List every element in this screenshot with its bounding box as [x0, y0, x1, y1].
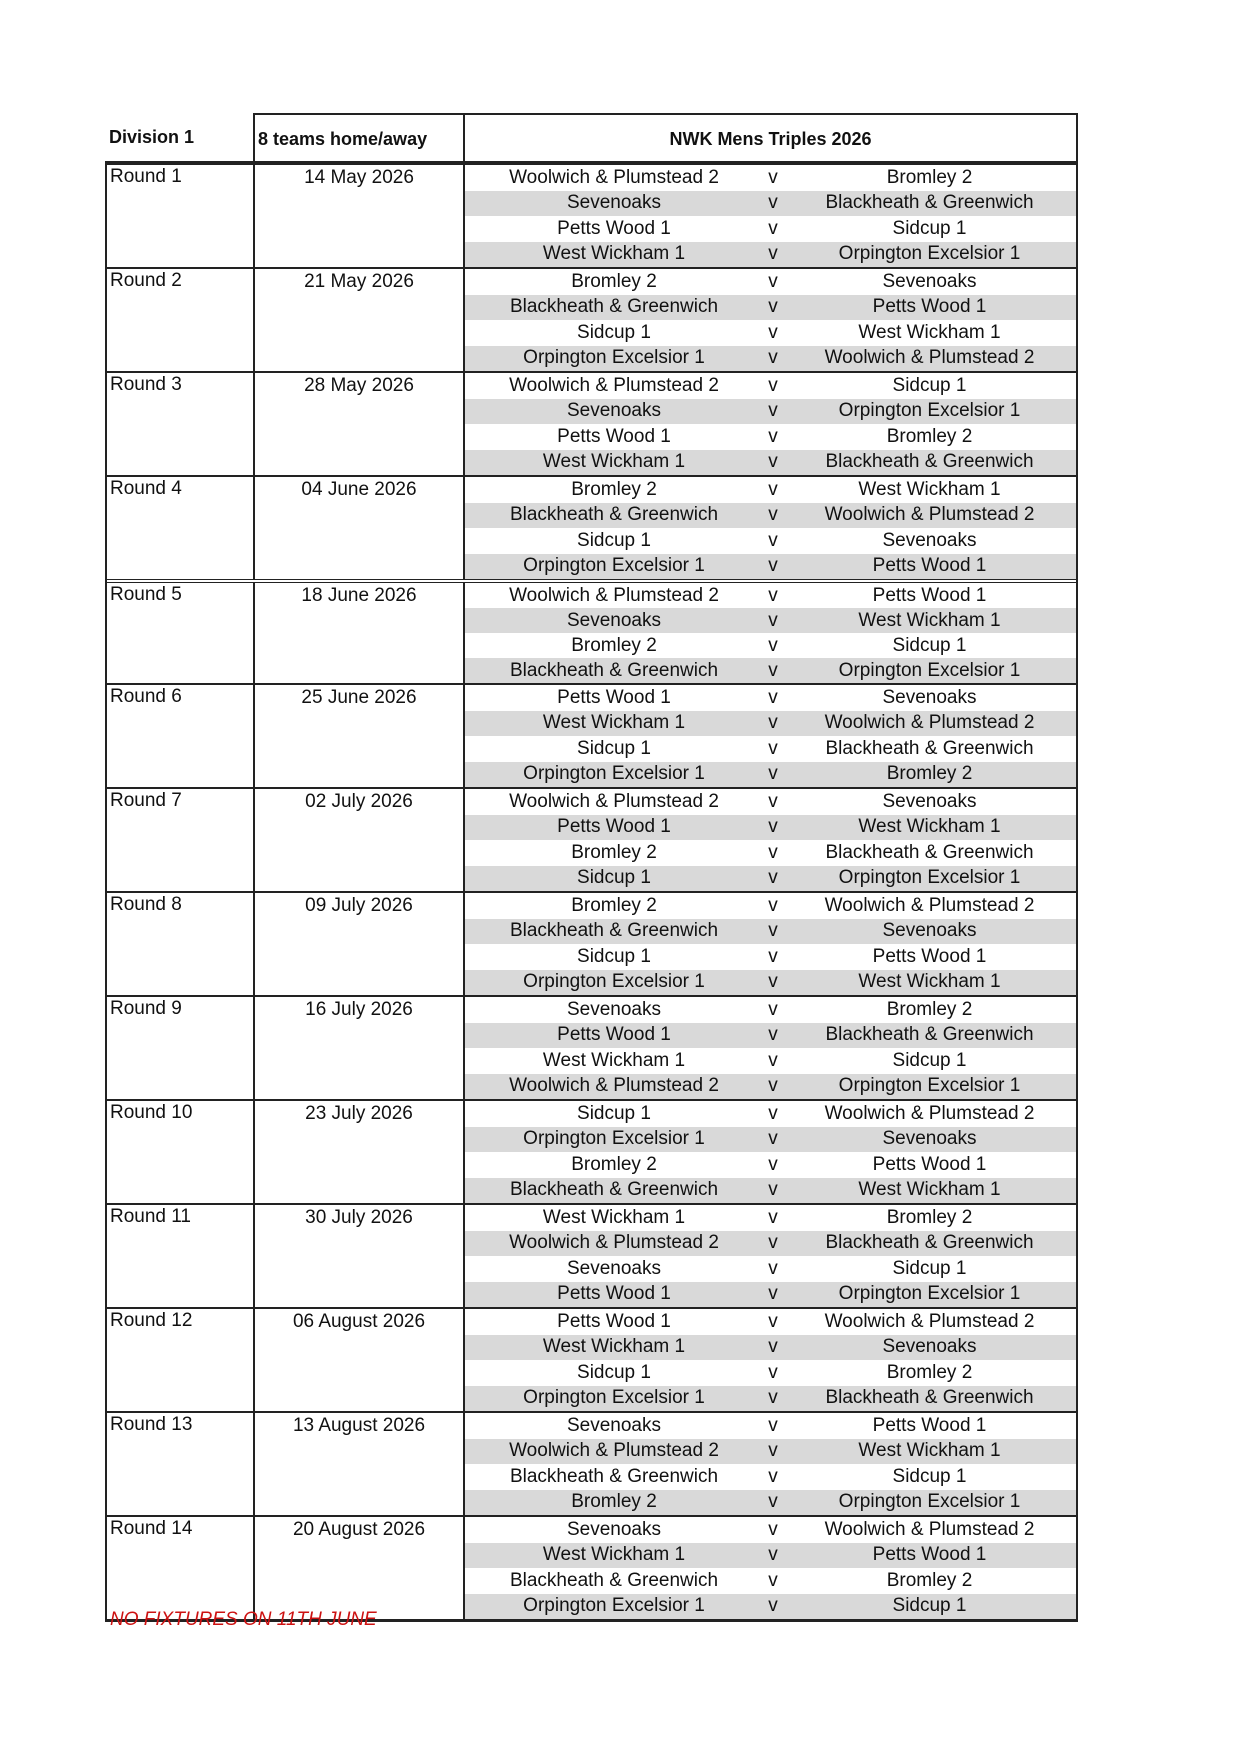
match-row — [465, 1023, 1076, 1049]
match-row — [465, 477, 1076, 503]
home-team: Blackheath & Greenwich — [509, 296, 719, 318]
versus-label: v — [768, 400, 778, 422]
round-date: 13 August 2026 — [255, 1413, 465, 1515]
versus-label: v — [768, 555, 778, 577]
versus-label: v — [768, 296, 778, 318]
match-row — [465, 736, 1076, 762]
away-team: Petts Wood 1 — [872, 945, 987, 967]
away-team: Sidcup 1 — [892, 1595, 967, 1617]
match-row — [465, 685, 1076, 711]
versus-label: v — [768, 945, 778, 967]
home-team: Blackheath & Greenwich — [509, 504, 719, 526]
home-team: Sevenoaks — [566, 1518, 661, 1540]
versus-label: v — [768, 192, 778, 214]
versus-label: v — [768, 1075, 778, 1097]
away-team: Petts Wood 1 — [872, 1153, 987, 1175]
match-row — [465, 608, 1076, 633]
versus-label: v — [768, 1153, 778, 1175]
match-row — [465, 191, 1076, 217]
division-label: Division 1 — [109, 127, 195, 147]
home-team: Blackheath & Greenwich — [509, 1569, 719, 1591]
round-block — [107, 1307, 1076, 1411]
home-team: Orpington Excelsior 1 — [523, 555, 705, 577]
home-team: Woolwich & Plumstead 2 — [509, 584, 719, 606]
away-team: Blackheath & Greenwich — [825, 1232, 1034, 1254]
match-row — [465, 373, 1076, 399]
versus-label: v — [768, 1361, 778, 1383]
round-block — [107, 1099, 1076, 1203]
versus-label: v — [768, 1595, 778, 1617]
home-team: Orpington Excelsior 1 — [523, 1595, 705, 1617]
match-row — [465, 1256, 1076, 1282]
away-team: Petts Wood 1 — [872, 296, 987, 318]
away-team: Blackheath & Greenwich — [825, 1387, 1034, 1409]
match-row — [465, 711, 1076, 737]
round-name: Round 8 — [107, 893, 255, 995]
versus-label: v — [768, 763, 778, 785]
round-date: 30 July 2026 — [255, 1205, 465, 1307]
versus-label: v — [768, 686, 778, 708]
fixtures-table — [105, 161, 1078, 1622]
match-list — [465, 789, 1076, 891]
versus-label: v — [768, 1257, 778, 1279]
match-row — [465, 1568, 1076, 1594]
match-list — [465, 165, 1076, 267]
home-team: West Wickham 1 — [542, 712, 686, 734]
versus-label: v — [768, 790, 778, 812]
away-team: Woolwich & Plumstead 2 — [824, 712, 1035, 734]
versus-label: v — [768, 1440, 778, 1462]
versus-label: v — [768, 1179, 778, 1201]
versus-label: v — [768, 1518, 778, 1540]
match-row — [465, 1127, 1076, 1153]
match-row — [465, 789, 1076, 815]
versus-label: v — [768, 1336, 778, 1358]
round-date: 06 August 2026 — [255, 1309, 465, 1411]
away-team: Petts Wood 1 — [872, 1414, 987, 1436]
versus-label: v — [768, 1414, 778, 1436]
match-list — [465, 1413, 1076, 1515]
versus-label: v — [768, 243, 778, 265]
away-team: Bromley 2 — [886, 166, 973, 188]
match-row — [465, 1594, 1076, 1620]
home-team: Sevenoaks — [566, 609, 661, 631]
round-date: 21 May 2026 — [255, 269, 465, 371]
away-team: Bromley 2 — [886, 763, 973, 785]
match-row — [465, 346, 1076, 372]
round-block — [107, 1411, 1076, 1515]
match-row — [465, 1048, 1076, 1074]
versus-label: v — [768, 634, 778, 656]
round-name: Round 7 — [107, 789, 255, 891]
match-row — [465, 1231, 1076, 1257]
away-team: Sidcup 1 — [892, 1049, 967, 1071]
match-row — [465, 554, 1076, 580]
home-team: Bromley 2 — [571, 270, 657, 292]
round-block — [107, 1515, 1076, 1619]
away-team: Bromley 2 — [886, 1361, 973, 1383]
home-team: Petts Wood 1 — [557, 686, 671, 708]
away-team: Petts Wood 1 — [872, 1544, 987, 1566]
home-team: West Wickham 1 — [542, 451, 686, 473]
match-row — [465, 242, 1076, 268]
away-team: Sidcup 1 — [892, 1257, 967, 1279]
home-team: Orpington Excelsior 1 — [523, 347, 705, 369]
match-row — [465, 1309, 1076, 1335]
match-row — [465, 399, 1076, 425]
home-team: Sidcup 1 — [577, 737, 651, 759]
match-row — [465, 269, 1076, 295]
home-team: Petts Wood 1 — [557, 816, 671, 838]
round-date: 14 May 2026 — [255, 165, 465, 267]
away-team: Orpington Excelsior 1 — [838, 400, 1021, 422]
match-row — [465, 919, 1076, 945]
match-row — [465, 997, 1076, 1023]
match-row — [465, 1517, 1076, 1543]
home-team: Blackheath & Greenwich — [509, 1465, 719, 1487]
match-row — [465, 762, 1076, 788]
home-team: Bromley 2 — [571, 634, 657, 656]
match-row — [465, 528, 1076, 554]
away-team: Bromley 2 — [886, 425, 973, 447]
home-team: Sidcup 1 — [577, 867, 651, 889]
home-team: Sevenoaks — [566, 1414, 661, 1436]
round-name: Round 9 — [107, 997, 255, 1099]
versus-label: v — [768, 816, 778, 838]
versus-label: v — [768, 166, 778, 188]
versus-label: v — [768, 1569, 778, 1591]
home-team: West Wickham 1 — [542, 1336, 686, 1358]
versus-label: v — [768, 1102, 778, 1124]
match-list — [465, 893, 1076, 995]
away-team: Blackheath & Greenwich — [825, 451, 1034, 473]
home-team: Blackheath & Greenwich — [509, 659, 719, 681]
versus-label: v — [768, 1465, 778, 1487]
away-team: West Wickham 1 — [858, 1440, 1001, 1462]
match-list — [465, 583, 1076, 683]
round-date: 28 May 2026 — [255, 373, 465, 475]
versus-label: v — [768, 1491, 778, 1513]
versus-label: v — [768, 584, 778, 606]
versus-label: v — [768, 894, 778, 916]
match-row — [465, 1152, 1076, 1178]
match-row — [465, 970, 1076, 996]
home-team: Woolwich & Plumstead 2 — [509, 1440, 719, 1462]
match-row — [465, 633, 1076, 658]
home-team: Blackheath & Greenwich — [509, 920, 719, 942]
away-team: Bromley 2 — [886, 1206, 973, 1228]
match-list — [465, 1517, 1076, 1619]
home-team: Sidcup 1 — [577, 945, 651, 967]
match-list — [465, 477, 1076, 579]
away-team: Woolwich & Plumstead 2 — [824, 1310, 1035, 1332]
away-team: Bromley 2 — [886, 998, 973, 1020]
versus-label: v — [768, 737, 778, 759]
round-date: 25 June 2026 — [255, 685, 465, 787]
away-team: Woolwich & Plumstead 2 — [824, 504, 1035, 526]
match-row — [465, 944, 1076, 970]
format-label: 8 teams home/away — [253, 113, 468, 161]
away-team: Sidcup 1 — [892, 374, 967, 396]
versus-label: v — [768, 504, 778, 526]
away-team: Blackheath & Greenwich — [825, 737, 1034, 759]
versus-label: v — [768, 270, 778, 292]
match-row — [465, 840, 1076, 866]
away-team: Sevenoaks — [882, 1336, 977, 1358]
away-team: Woolwich & Plumstead 2 — [824, 894, 1035, 916]
away-team: West Wickham 1 — [858, 321, 1001, 343]
versus-label: v — [768, 347, 778, 369]
away-team: Orpington Excelsior 1 — [838, 867, 1021, 889]
versus-label: v — [768, 971, 778, 993]
match-list — [465, 997, 1076, 1099]
versus-label: v — [768, 529, 778, 551]
round-block — [107, 267, 1076, 371]
home-team: West Wickham 1 — [542, 1206, 686, 1228]
match-list — [465, 269, 1076, 371]
home-team: Blackheath & Greenwich — [509, 1179, 719, 1201]
match-row — [465, 1413, 1076, 1439]
home-team: Petts Wood 1 — [557, 217, 671, 239]
page-title: NWK Mens Triples 2026 — [463, 113, 1078, 161]
away-team: Sevenoaks — [882, 920, 977, 942]
round-name: Round 3 — [107, 373, 255, 475]
round-name: Round 13 — [107, 1413, 255, 1515]
round-date: 18 June 2026 — [255, 583, 465, 683]
round-date: 20 August 2026 — [255, 1517, 465, 1619]
away-team: Sevenoaks — [882, 529, 977, 551]
versus-label: v — [768, 659, 778, 681]
home-team: Bromley 2 — [571, 1153, 657, 1175]
home-team: Woolwich & Plumstead 2 — [509, 1232, 719, 1254]
away-team: Sidcup 1 — [892, 217, 967, 239]
home-team: Sidcup 1 — [577, 529, 651, 551]
match-row — [465, 450, 1076, 476]
fixtures-sheet — [105, 113, 1078, 1622]
away-team: Sidcup 1 — [892, 634, 967, 656]
home-team: Sidcup 1 — [577, 321, 651, 343]
versus-label: v — [768, 1310, 778, 1332]
away-team: Petts Wood 1 — [872, 555, 987, 577]
round-block — [107, 683, 1076, 787]
match-row — [465, 1464, 1076, 1490]
home-team: Sevenoaks — [566, 192, 661, 214]
round-block — [107, 891, 1076, 995]
versus-label: v — [768, 867, 778, 889]
away-team: Sevenoaks — [882, 686, 977, 708]
match-row — [465, 1360, 1076, 1386]
versus-label: v — [768, 1544, 778, 1566]
home-team: Woolwich & Plumstead 2 — [509, 166, 719, 188]
home-team: Bromley 2 — [571, 841, 657, 863]
versus-label: v — [768, 425, 778, 447]
versus-label: v — [768, 321, 778, 343]
versus-label: v — [768, 217, 778, 239]
match-list — [465, 1309, 1076, 1411]
round-block — [107, 1203, 1076, 1307]
versus-label: v — [768, 451, 778, 473]
home-team: West Wickham 1 — [542, 1049, 686, 1071]
away-team: Woolwich & Plumstead 2 — [824, 347, 1035, 369]
away-team: Bromley 2 — [886, 1569, 973, 1591]
away-team: Orpington Excelsior 1 — [838, 659, 1021, 681]
away-team: West Wickham 1 — [858, 816, 1001, 838]
match-row — [465, 1282, 1076, 1308]
away-team: Petts Wood 1 — [872, 584, 987, 606]
home-team: Sevenoaks — [566, 998, 661, 1020]
home-team: Sevenoaks — [566, 1257, 661, 1279]
versus-label: v — [768, 841, 778, 863]
round-date: 23 July 2026 — [255, 1101, 465, 1203]
home-team: Woolwich & Plumstead 2 — [509, 374, 719, 396]
match-row — [465, 1335, 1076, 1361]
match-row — [465, 1386, 1076, 1412]
away-team: West Wickham 1 — [858, 478, 1001, 500]
match-row — [465, 424, 1076, 450]
match-row — [465, 1543, 1076, 1569]
away-team: Blackheath & Greenwich — [825, 841, 1034, 863]
versus-label: v — [768, 920, 778, 942]
away-team: West Wickham 1 — [858, 1179, 1001, 1201]
round-name: Round 14 — [107, 1517, 255, 1619]
home-team: Orpington Excelsior 1 — [523, 763, 705, 785]
home-team: West Wickham 1 — [542, 1544, 686, 1566]
match-list — [465, 685, 1076, 787]
match-row — [465, 815, 1076, 841]
match-row — [465, 1439, 1076, 1465]
home-team: West Wickham 1 — [542, 243, 686, 265]
round-date: 09 July 2026 — [255, 893, 465, 995]
match-row — [465, 1178, 1076, 1204]
round-name: Round 1 — [107, 165, 255, 267]
versus-label: v — [768, 478, 778, 500]
match-row — [465, 216, 1076, 242]
versus-label: v — [768, 1049, 778, 1071]
home-team: Petts Wood 1 — [557, 425, 671, 447]
versus-label: v — [768, 1024, 778, 1046]
home-team: Bromley 2 — [571, 1491, 657, 1513]
match-row — [465, 583, 1076, 608]
home-team: Woolwich & Plumstead 2 — [509, 1075, 719, 1097]
round-date: 02 July 2026 — [255, 789, 465, 891]
away-team: Woolwich & Plumstead 2 — [824, 1518, 1035, 1540]
round-block — [107, 995, 1076, 1099]
match-row — [465, 1490, 1076, 1516]
away-team: Blackheath & Greenwich — [825, 192, 1034, 214]
versus-label: v — [768, 1387, 778, 1409]
away-team: Orpington Excelsior 1 — [838, 1491, 1021, 1513]
away-team: Orpington Excelsior 1 — [838, 1075, 1021, 1097]
round-block — [107, 475, 1076, 579]
match-row — [465, 658, 1076, 683]
match-row — [465, 1101, 1076, 1127]
away-team: Orpington Excelsior 1 — [838, 243, 1021, 265]
round-name: Round 12 — [107, 1309, 255, 1411]
match-list — [465, 373, 1076, 475]
round-name: Round 2 — [107, 269, 255, 371]
match-row — [465, 165, 1076, 191]
versus-label: v — [768, 1283, 778, 1305]
versus-label: v — [768, 1206, 778, 1228]
away-team: Sevenoaks — [882, 270, 977, 292]
away-team: Woolwich & Plumstead 2 — [824, 1102, 1035, 1124]
versus-label: v — [768, 609, 778, 631]
home-team: Bromley 2 — [571, 894, 657, 916]
round-name: Round 5 — [107, 583, 255, 683]
home-team: Sevenoaks — [566, 400, 661, 422]
round-date: 04 June 2026 — [255, 477, 465, 579]
match-row — [465, 503, 1076, 529]
versus-label: v — [768, 712, 778, 734]
versus-label: v — [768, 998, 778, 1020]
round-block — [107, 371, 1076, 475]
home-team: Woolwich & Plumstead 2 — [509, 790, 719, 812]
round-date: 16 July 2026 — [255, 997, 465, 1099]
match-row — [465, 320, 1076, 346]
away-team: West Wickham 1 — [858, 609, 1001, 631]
round-name: Round 4 — [107, 477, 255, 579]
round-block — [107, 579, 1076, 683]
away-team: Sevenoaks — [882, 790, 977, 812]
versus-label: v — [768, 374, 778, 396]
home-team: Orpington Excelsior 1 — [523, 1128, 705, 1150]
home-team: Petts Wood 1 — [557, 1283, 671, 1305]
away-team: West Wickham 1 — [858, 971, 1001, 993]
match-row — [465, 866, 1076, 892]
round-name: Round 6 — [107, 685, 255, 787]
fixtures-note: NO FIXTURES ON 11TH JUNE — [110, 1609, 377, 1630]
match-row — [465, 1074, 1076, 1100]
round-block — [107, 163, 1076, 267]
round-name: Round 10 — [107, 1101, 255, 1203]
away-team: Sevenoaks — [882, 1128, 977, 1150]
home-team: Petts Wood 1 — [557, 1024, 671, 1046]
match-row — [465, 295, 1076, 321]
match-list — [465, 1101, 1076, 1203]
home-team: Petts Wood 1 — [557, 1310, 671, 1332]
away-team: Blackheath & Greenwich — [825, 1024, 1034, 1046]
match-row — [465, 893, 1076, 919]
home-team: Sidcup 1 — [577, 1361, 651, 1383]
match-list — [465, 1205, 1076, 1307]
round-name: Round 11 — [107, 1205, 255, 1307]
versus-label: v — [768, 1128, 778, 1150]
away-team: Sidcup 1 — [892, 1465, 967, 1487]
round-block — [107, 787, 1076, 891]
home-team: Bromley 2 — [571, 478, 657, 500]
versus-label: v — [768, 1232, 778, 1254]
table-header — [105, 113, 1078, 161]
home-team: Sidcup 1 — [577, 1102, 651, 1124]
match-row — [465, 1205, 1076, 1231]
away-team: Orpington Excelsior 1 — [838, 1283, 1021, 1305]
home-team: Orpington Excelsior 1 — [523, 971, 705, 993]
home-team: Orpington Excelsior 1 — [523, 1387, 705, 1409]
